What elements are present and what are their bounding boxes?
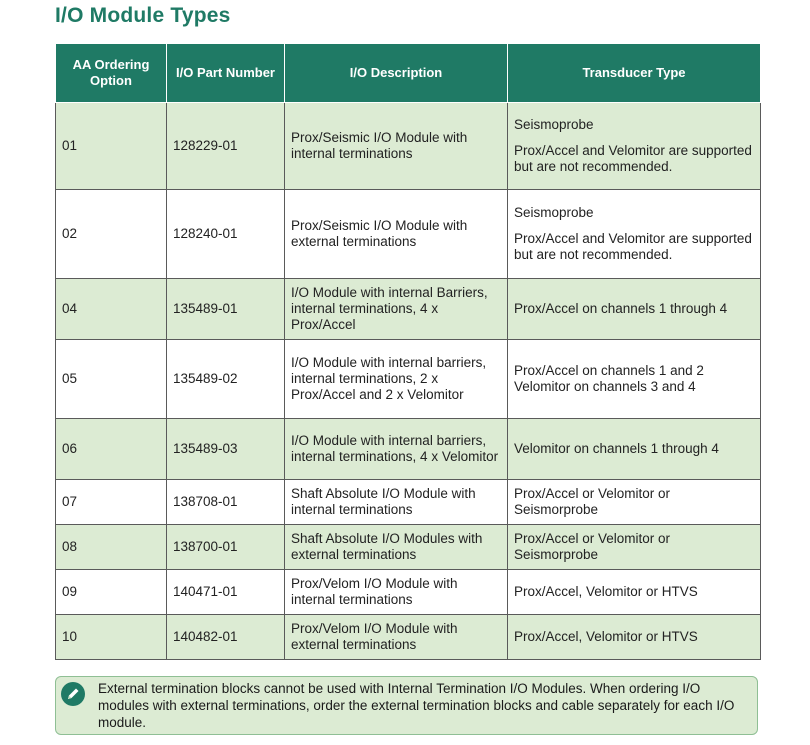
table-row bbox=[56, 340, 761, 419]
cell-part-number: 128229-01 bbox=[167, 103, 285, 190]
cell-option: 02 bbox=[56, 190, 167, 279]
cell-description: Prox/Seismic I/O Module with external terminations bbox=[285, 190, 508, 279]
cell-description: I/O Module with internal Barriers, internal terminations, 4 x Prox/Accel bbox=[285, 279, 508, 340]
cell-option: 05 bbox=[56, 340, 167, 419]
cell-description: Shaft Absolute I/O Module with internal terminations bbox=[285, 480, 508, 525]
cell-option: 07 bbox=[56, 480, 167, 525]
cell-transducer bbox=[508, 419, 761, 480]
table-row bbox=[56, 525, 761, 570]
cell-transducer bbox=[508, 615, 761, 660]
cell-option: 01 bbox=[56, 103, 167, 190]
note-text: External termination blocks cannot be used with Internal Termination I/O Modules. When ordering I/O modules with external terminations, order the external termination blocks and cable separately for each I/O module. bbox=[98, 681, 735, 730]
transducer-line: Prox/Accel on channels 1 through 4 bbox=[514, 301, 728, 316]
cell-part-number: 128240-01 bbox=[167, 190, 285, 279]
cell-part-number: 135489-03 bbox=[167, 419, 285, 480]
table-row bbox=[56, 570, 761, 615]
cell-part-number: 140482-01 bbox=[167, 615, 285, 660]
cell-transducer bbox=[508, 570, 761, 615]
cell-transducer bbox=[508, 340, 761, 419]
header-description: I/O Description bbox=[285, 44, 508, 103]
transducer-line: Prox/Accel and Velomitor are supported but are not recommended. bbox=[514, 143, 752, 174]
table-row bbox=[56, 419, 761, 480]
cell-option: 04 bbox=[56, 279, 167, 340]
header-part-number: I/O Part Number bbox=[167, 44, 285, 103]
table-row bbox=[56, 279, 761, 340]
table-row bbox=[56, 190, 761, 279]
cell-description: Prox/Velom I/O Module with external terminations bbox=[285, 615, 508, 660]
table-header-row bbox=[56, 44, 761, 103]
page-title: I/O Module Types bbox=[55, 4, 231, 27]
transducer-line: Prox/Accel and Velomitor are supported but are not recommended. bbox=[514, 231, 752, 262]
cell-description: I/O Module with internal barriers, internal terminations, 2 x Prox/Accel and 2 x Velomitor bbox=[285, 340, 508, 419]
table-row bbox=[56, 615, 761, 660]
cell-part-number: 135489-02 bbox=[167, 340, 285, 419]
cell-part-number: 138708-01 bbox=[167, 480, 285, 525]
transducer-line: Prox/Accel, Velomitor or HTVS bbox=[514, 629, 698, 644]
cell-part-number: 140471-01 bbox=[167, 570, 285, 615]
cell-transducer bbox=[508, 279, 761, 340]
cell-option: 08 bbox=[56, 525, 167, 570]
note-box bbox=[55, 676, 758, 735]
header-ordering-option: AA Ordering Option bbox=[56, 44, 167, 103]
transducer-line: Prox/Accel or Velomitor or Seismorprobe bbox=[514, 486, 671, 517]
cell-option: 06 bbox=[56, 419, 167, 480]
cell-description: I/O Module with internal barriers, internal terminations, 4 x Velomitor bbox=[285, 419, 508, 480]
transducer-line: Seismoprobe bbox=[514, 205, 594, 220]
transducer-line: Seismoprobe bbox=[514, 117, 594, 132]
transducer-line: Velomitor on channels 1 through 4 bbox=[514, 441, 719, 456]
io-module-table bbox=[55, 43, 761, 660]
cell-option: 10 bbox=[56, 615, 167, 660]
transducer-line: Prox/Accel or Velomitor or Seismorprobe bbox=[514, 531, 671, 562]
table-row bbox=[56, 103, 761, 190]
table-row bbox=[56, 480, 761, 525]
cell-transducer bbox=[508, 103, 761, 190]
cell-description: Shaft Absolute I/O Modules with external terminations bbox=[285, 525, 508, 570]
transducer-line: Prox/Accel, Velomitor or HTVS bbox=[514, 584, 698, 599]
cell-description: Prox/Seismic I/O Module with internal terminations bbox=[285, 103, 508, 190]
cell-transducer bbox=[508, 190, 761, 279]
cell-part-number: 138700-01 bbox=[167, 525, 285, 570]
header-transducer-type: Transducer Type bbox=[508, 44, 761, 103]
transducer-line: Prox/Accel on channels 1 and 2 Velomitor on channels 3 and 4 bbox=[514, 363, 704, 394]
cell-description: Prox/Velom I/O Module with internal terminations bbox=[285, 570, 508, 615]
cell-transducer bbox=[508, 480, 761, 525]
cell-part-number: 135489-01 bbox=[167, 279, 285, 340]
cell-option: 09 bbox=[56, 570, 167, 615]
pencil-icon bbox=[61, 682, 85, 706]
cell-transducer bbox=[508, 525, 761, 570]
